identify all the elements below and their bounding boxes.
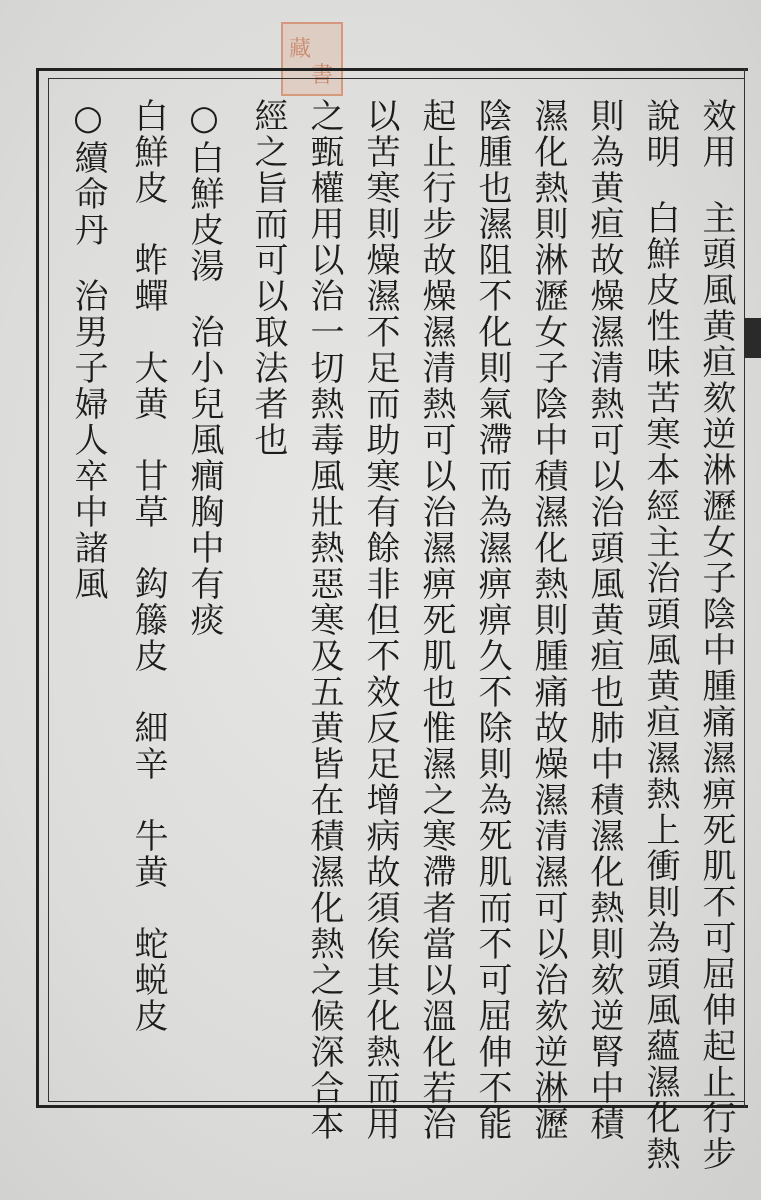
column-text: 之甄權用以治一切熱毒風壯熱惡寒及五黄皆在積濕化熱之候深合本 [304,98,344,1142]
prescription-title-xumingdan [66,98,110,602]
text-body [58,98,738,1172]
ingredient-list [126,98,170,1034]
text-column-1 [694,98,738,1172]
edge-tab-mark [744,318,761,358]
column-text: 則為黄疸故燥濕清熱可以治頭風黄疸也肺中積濕化熱則欬逆腎中積 [584,98,624,1142]
column-heading: 說明 [640,98,680,170]
text-column-7 [358,98,402,1142]
prescription-name: ○續命丹 [68,98,108,248]
column-text: 以苦寒則燥濕不足而助寒有餘非但不效反足增病故須俟其化熱而用 [360,98,400,1142]
prescription-indication: 治男子婦人卒中諸風 [68,278,108,602]
column-text: 起止行步故燥濕清熱可以治濕痹死肌也惟濕之寒滯者當以溫化若治 [416,98,456,1142]
column-text: 濕化熱則淋瀝女子陰中積濕化熱則腫痛故燥濕清濕可以治欬逆淋瀝 [528,98,568,1142]
seal-glyph: 藏 [289,37,312,62]
text-column-6 [414,98,458,1142]
text-column-9 [246,98,290,458]
column-text: 經之旨而可以取法者也 [248,98,288,458]
prescription-name: ○白鮮皮湯 [184,98,224,284]
ingredients: 白鮮皮 蚱蟬 大黄 甘草 鈎籐皮 細辛 牛黄 蛇蜕皮 [128,98,168,1034]
text-column-5 [470,98,514,1142]
column-heading: 效用 [696,98,736,170]
column-text: 白鮮皮性味苦寒本經主治頭風黄疸濕熱上衝則為頭風蘊濕化熱 [640,200,680,1172]
text-column-3 [582,98,626,1142]
text-column-2 [638,98,682,1172]
column-text: 主頭風黄疸欬逆淋瀝女子陰中腫痛濕痹死肌不可屈伸起止行步 [696,200,736,1172]
seal-glyph: 書 [311,63,334,88]
prescription-title-baixianpi [182,98,226,638]
text-column-8 [302,98,346,1142]
binding-rule [744,68,745,1108]
text-column-4 [526,98,570,1142]
prescription-indication: 治小兒風癎胸中有痰 [184,314,224,638]
column-text: 陰腫也濕阻不化則氣滯而為濕痹痹久不除則為死肌而不可屈伸不能 [472,98,512,1142]
